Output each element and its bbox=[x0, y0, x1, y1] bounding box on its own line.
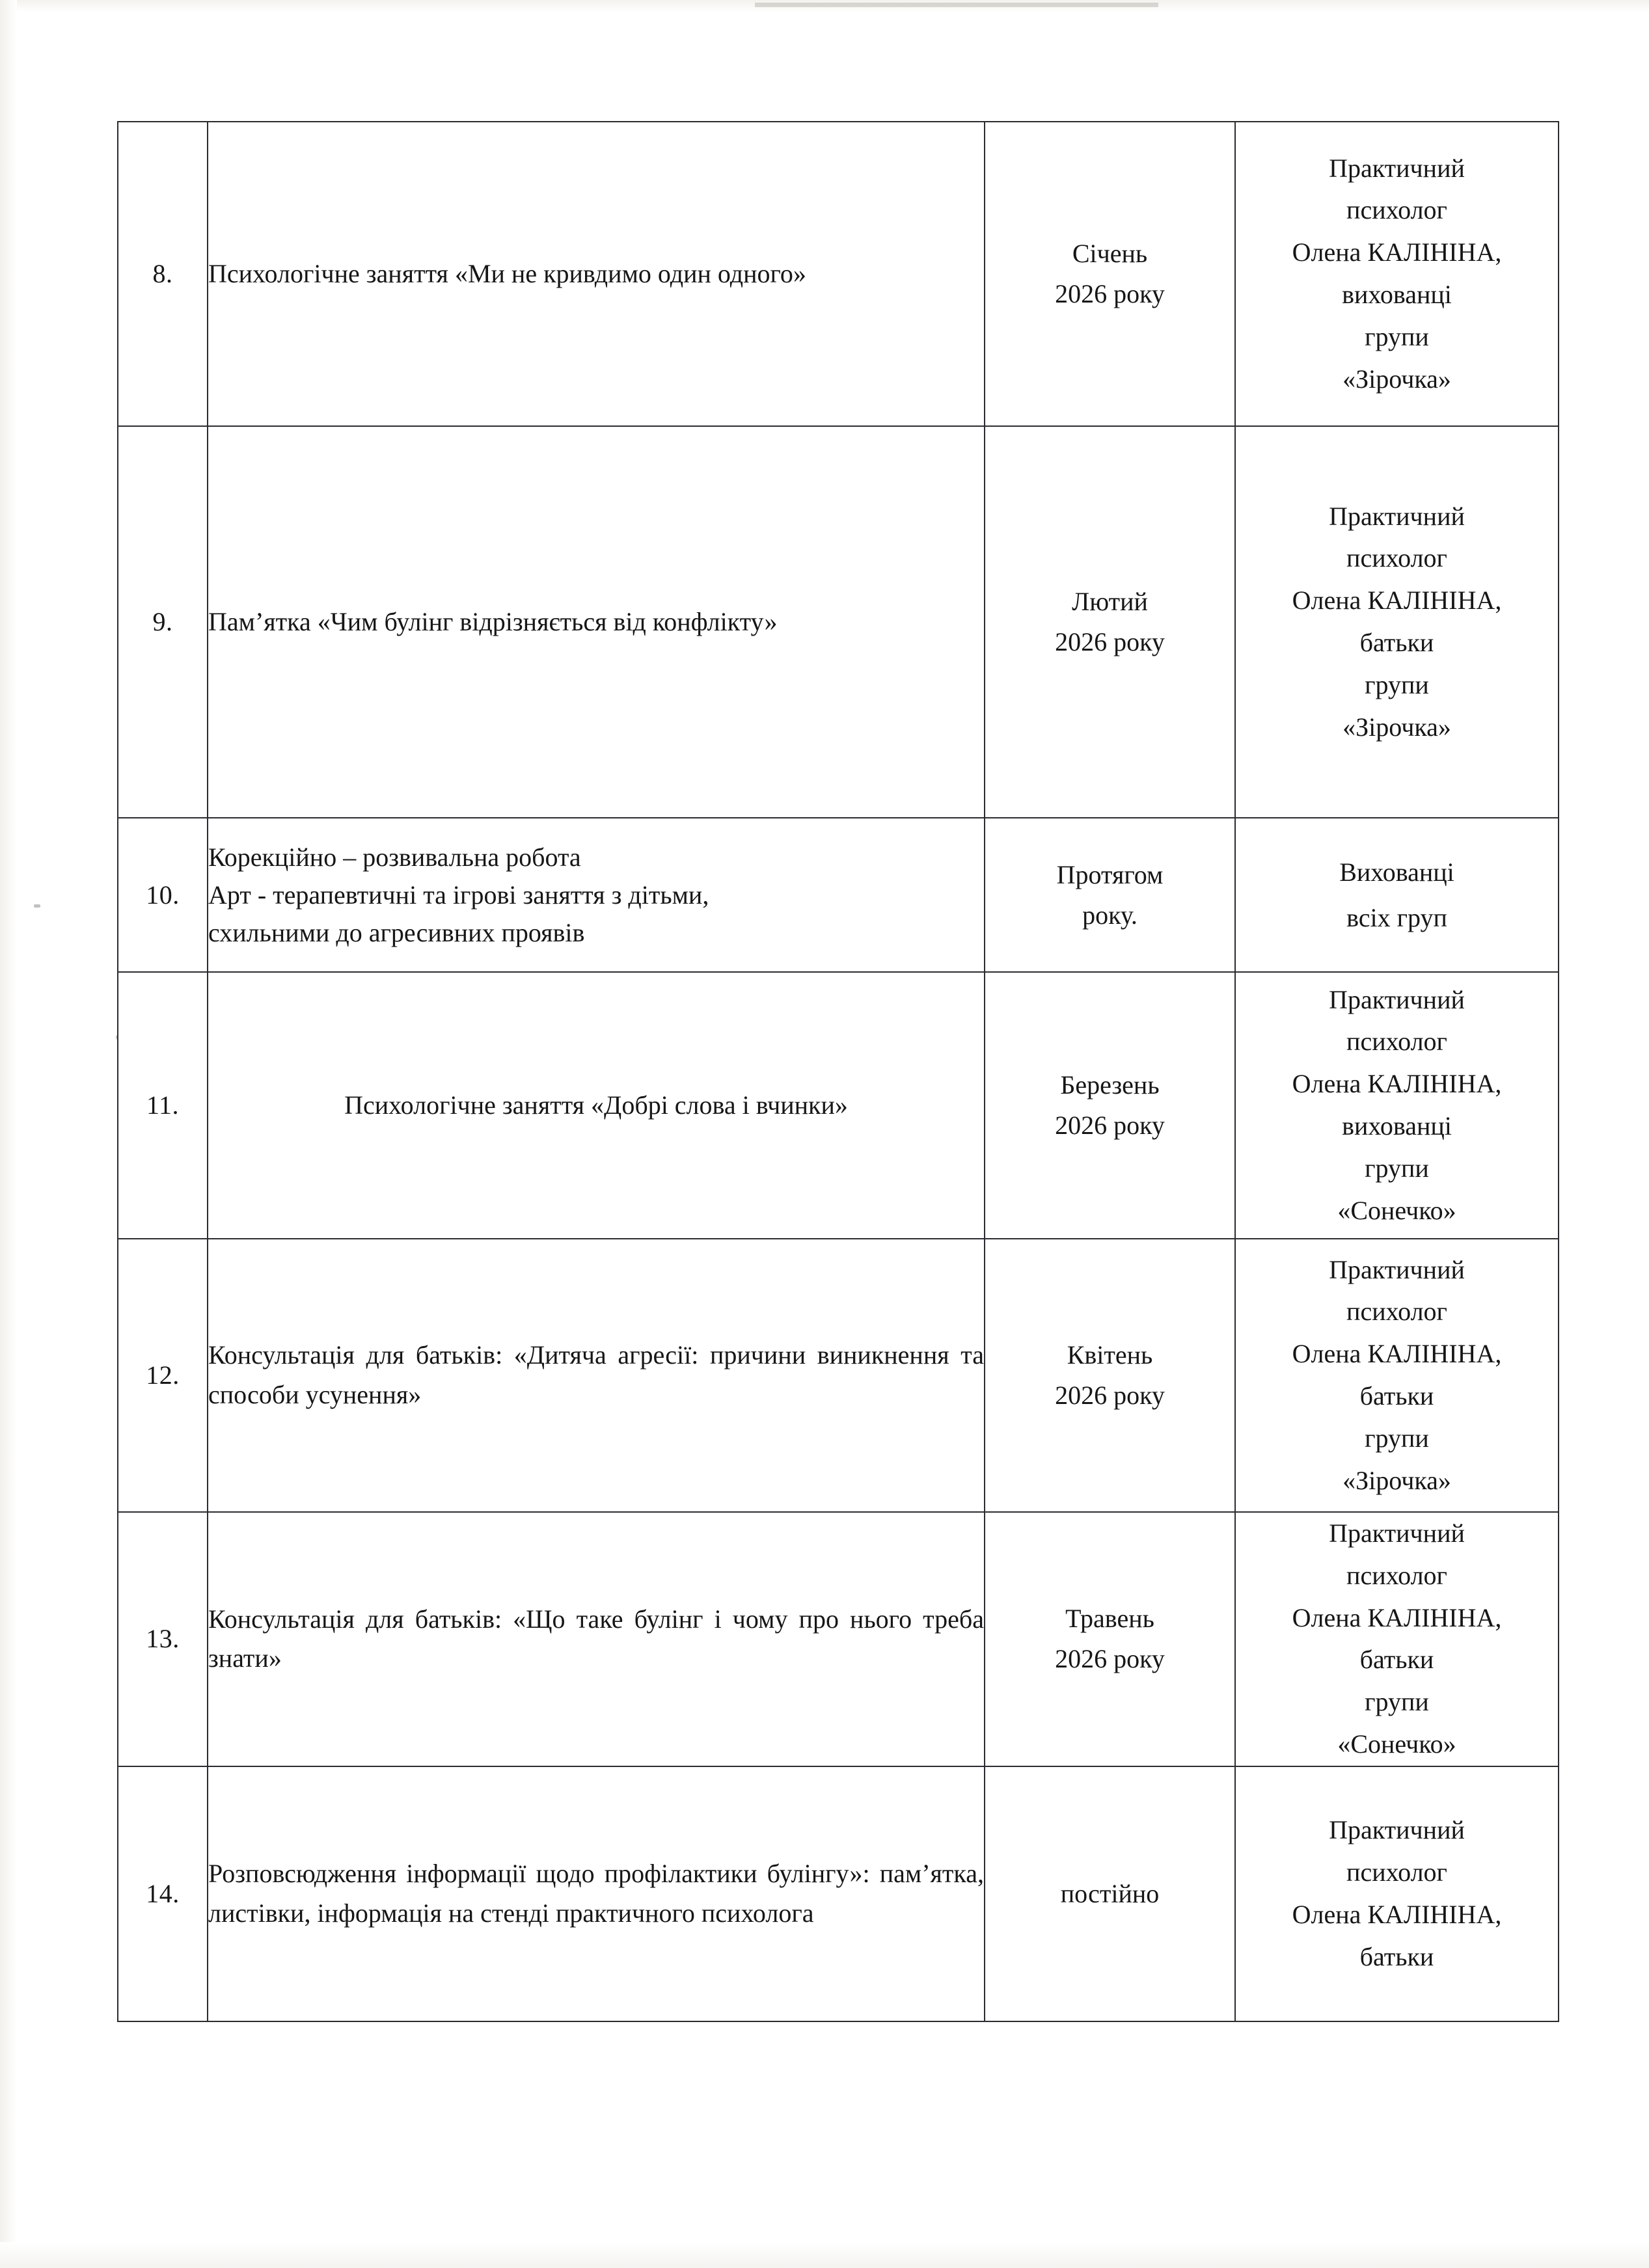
row-number: 11. bbox=[118, 972, 208, 1239]
responsible-line: Практичний bbox=[1329, 1519, 1465, 1548]
deadline-cell bbox=[985, 1766, 1235, 2021]
activity-cell bbox=[208, 1512, 985, 1766]
responsible-cell bbox=[1235, 122, 1559, 426]
responsible-line: групи bbox=[1365, 1423, 1429, 1453]
responsible-line: всіх груп bbox=[1346, 902, 1447, 932]
deadline-line: 2026 року bbox=[1055, 279, 1165, 308]
scan-artifact bbox=[34, 904, 40, 908]
activity-cell bbox=[208, 122, 985, 426]
row-number: 13. bbox=[118, 1512, 208, 1766]
deadline-line: постійно bbox=[1060, 1878, 1160, 1908]
activity-line: Корекційно – розвивальна робота bbox=[208, 842, 581, 872]
activity-cell bbox=[208, 1766, 985, 2021]
responsible-cell bbox=[1235, 426, 1559, 818]
deadline-cell bbox=[985, 818, 1235, 972]
responsible-line: Практичний bbox=[1329, 1254, 1465, 1284]
activity-line: схильними до агресивних проявів bbox=[208, 917, 585, 947]
deadline-cell bbox=[985, 122, 1235, 426]
deadline-cell bbox=[985, 1512, 1235, 1766]
responsible-line: батьки bbox=[1359, 1381, 1434, 1411]
responsible-line: психолог bbox=[1346, 1027, 1447, 1057]
activity-line: Консультація для батьків: «Дитяча агресії: причини виникнення та способи усунення» bbox=[208, 1340, 984, 1409]
responsible-line: вихованці bbox=[1342, 1111, 1452, 1141]
scan-artifact bbox=[755, 3, 1158, 7]
activity-line: Арт - терапевтичні та ігрові заняття з дітьми, bbox=[208, 880, 709, 910]
responsible-line: психолог bbox=[1346, 1297, 1447, 1327]
deadline-line: Лютий bbox=[1072, 587, 1148, 616]
row-number: 9. bbox=[118, 426, 208, 818]
responsible-cell bbox=[1235, 1239, 1559, 1512]
responsible-line: вихованці bbox=[1342, 280, 1452, 309]
activity-line: Психологічне заняття «Добрі слова і вчинки» bbox=[344, 1090, 848, 1120]
deadline-line: 2026 року bbox=[1055, 627, 1165, 656]
responsible-line: Олена КАЛІНІНА, bbox=[1292, 1602, 1502, 1632]
activity-line: Розповсюдження інформації щодо профілактики булінгу»: пам’ятка, листівки, інформація на стенді практичного психолога bbox=[208, 1858, 984, 1928]
deadline-line: 2026 року bbox=[1055, 1111, 1165, 1140]
responsible-line: «Зірочка» bbox=[1342, 1465, 1451, 1495]
row-number: 8. bbox=[118, 122, 208, 426]
row-number: 10. bbox=[118, 818, 208, 972]
responsible-line: групи bbox=[1365, 1153, 1429, 1183]
responsible-cell bbox=[1235, 818, 1559, 972]
responsible-line: батьки bbox=[1359, 628, 1434, 657]
responsible-line: Олена КАЛІНІНА, bbox=[1292, 237, 1502, 267]
deadline-cell bbox=[985, 426, 1235, 818]
responsible-line: групи bbox=[1365, 321, 1429, 351]
responsible-line: Олена КАЛІНІНА, bbox=[1292, 586, 1502, 615]
table-row bbox=[118, 122, 1559, 426]
responsible-line: батьки bbox=[1359, 1941, 1434, 1971]
responsible-line: психолог bbox=[1346, 543, 1447, 573]
responsible-line: психолог bbox=[1346, 195, 1447, 225]
responsible-cell bbox=[1235, 972, 1559, 1239]
responsible-line: «Зірочка» bbox=[1342, 712, 1451, 742]
responsible-line: психолог bbox=[1346, 1560, 1447, 1590]
responsible-line: Практичний bbox=[1329, 501, 1465, 531]
deadline-line: року. bbox=[1082, 900, 1138, 930]
table-row bbox=[118, 426, 1559, 818]
table-row bbox=[118, 818, 1559, 972]
responsible-line: Практичний bbox=[1329, 153, 1465, 183]
deadline-cell bbox=[985, 972, 1235, 1239]
activity-line: Консультація для батьків: «Що таке булінг і чому про нього треба знати» bbox=[208, 1604, 984, 1673]
responsible-line: Олена КАЛІНІНА, bbox=[1292, 1069, 1502, 1099]
responsible-line: Олена КАЛІНІНА, bbox=[1292, 1899, 1502, 1929]
row-number: 14. bbox=[118, 1766, 208, 2021]
table-row bbox=[118, 1239, 1559, 1512]
responsible-cell bbox=[1235, 1766, 1559, 2021]
responsible-line: Практичний bbox=[1329, 984, 1465, 1014]
responsible-line: Олена КАЛІНІНА, bbox=[1292, 1339, 1502, 1369]
deadline-line: 2026 року bbox=[1055, 1644, 1165, 1674]
activity-cell bbox=[208, 426, 985, 818]
responsible-line: психолог bbox=[1346, 1857, 1447, 1887]
responsible-line: «Сонечко» bbox=[1337, 1195, 1456, 1225]
scan-edge-left bbox=[0, 0, 17, 2268]
deadline-line: Березень bbox=[1060, 1070, 1160, 1100]
deadline-line: Протягом bbox=[1056, 859, 1164, 889]
deadline-line: 2026 року bbox=[1055, 1381, 1165, 1410]
activity-cell bbox=[208, 818, 985, 972]
responsible-line: «Сонечко» bbox=[1337, 1729, 1456, 1759]
plan-table bbox=[117, 121, 1559, 2022]
row-number: 12. bbox=[118, 1239, 208, 1512]
responsible-line: батьки bbox=[1359, 1645, 1434, 1675]
activity-line: Пам’ятка «Чим булінг відрізняється від конфлікту» bbox=[208, 606, 778, 636]
table-row bbox=[118, 1512, 1559, 1766]
activity-cell bbox=[208, 972, 985, 1239]
activity-line: Психологічне заняття «Ми не кривдимо один одного» bbox=[208, 258, 806, 288]
deadline-cell bbox=[985, 1239, 1235, 1512]
table-row bbox=[118, 972, 1559, 1239]
activity-cell bbox=[208, 1239, 985, 1512]
responsible-line: групи bbox=[1365, 669, 1429, 699]
scan-edge-bottom bbox=[0, 2242, 1649, 2268]
deadline-line: Січень bbox=[1072, 239, 1148, 268]
responsible-line: групи bbox=[1365, 1687, 1429, 1717]
deadline-line: Квітень bbox=[1067, 1340, 1153, 1370]
responsible-cell bbox=[1235, 1512, 1559, 1766]
responsible-line: Вихованці bbox=[1339, 857, 1454, 887]
table-row bbox=[118, 1766, 1559, 2021]
responsible-line: «Зірочка» bbox=[1342, 364, 1451, 394]
deadline-line: Травень bbox=[1065, 1604, 1154, 1634]
responsible-line: Практичний bbox=[1329, 1815, 1465, 1845]
